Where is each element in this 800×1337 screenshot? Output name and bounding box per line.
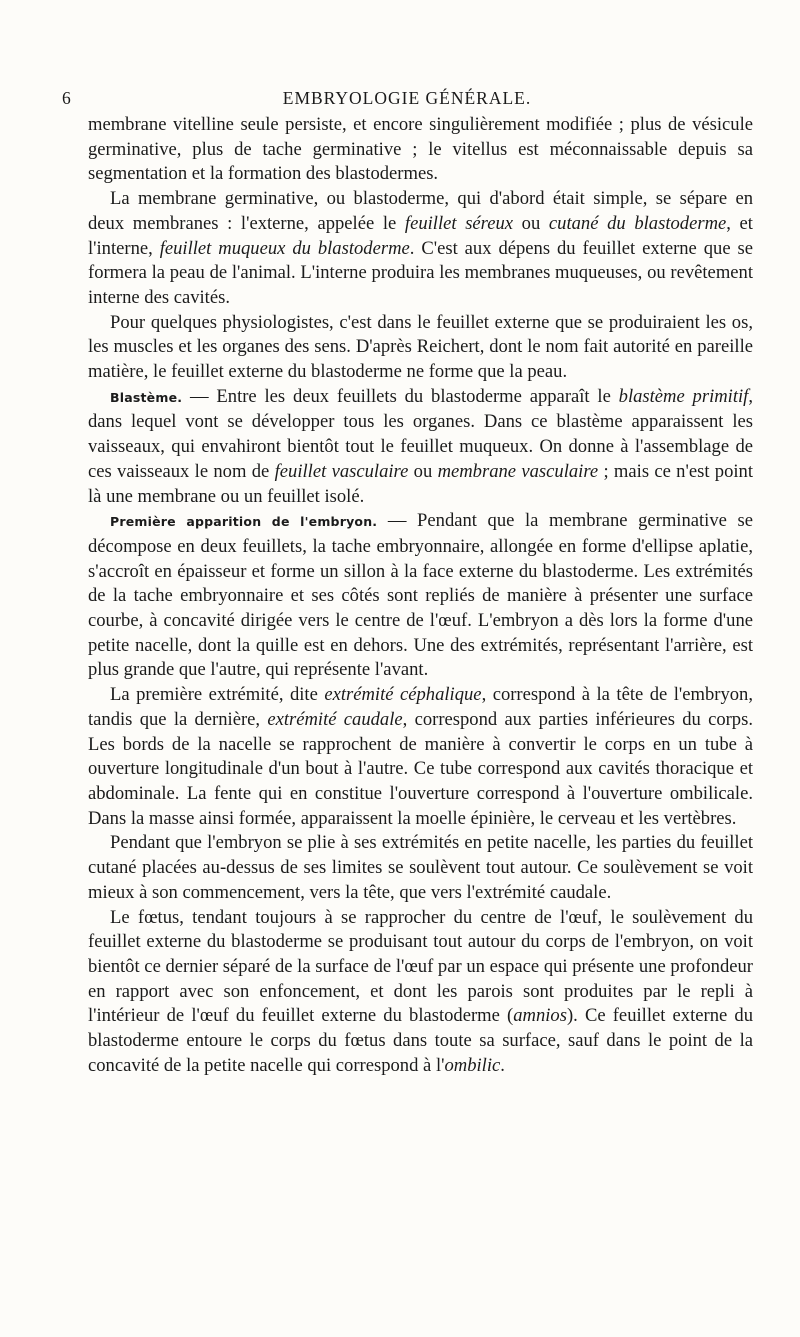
paragraph-continued: membrane vitelline seule persiste, et encore singulièrement modifiée ; plus de vésicule germinative, plus de tache germinative ; le vitellus est méconnaissable depuis sa segmentation et la formation des blastodermes. (88, 114, 753, 185)
section-heading-blasteme: Blastème. (110, 389, 183, 405)
term-cutane: cutané du blastoderme (548, 212, 727, 234)
text-run: La première extrémité, dite (110, 684, 325, 706)
section-heading-embryon: Première apparition de l'embryon. (110, 514, 378, 530)
text-run: La membrane germinative, ou blastoderme, qui d'abord était simple, se sépare en deux membranes : l'externe, appelée le (88, 188, 753, 234)
term-ombilic: ombilic (444, 1054, 501, 1076)
term-amnios: amnios (513, 1005, 567, 1027)
paragraph-soulevement: Pendant que l'embryon se plie à ses extrémités en petite nacelle, les parties du feuillet cutané placées au-dessus de ses limites se soulèvent tout autour. Ce soulèvement se voit mieux à son commencement, vers la tête, que vers l'extrémité caudale. (88, 832, 753, 903)
term-feuillet-sereux: feuillet séreux (404, 212, 514, 234)
term-extremite-cephalique: extrémité céphalique (324, 684, 482, 706)
text-run: , dans lequel vont se développer tous les organes. Dans ce blastème apparaissent les vaisseaux, qui envahiront bientôt tout le feuillet muqueux. On donne à l'assemblage de ces vaisseaux le nom de (88, 385, 753, 482)
text-run: Le fœtus, tendant toujours à se rapprocher du centre de l'œuf, le soulèvement du feuillet externe du blastoderme se produisant tout autour du corps de l'embryon, on voit bientôt ce dernier séparé de la surface de l'œuf par un espace qui présente une profondeur en rapport avec son enfoncement, et dont les parois sont produites par le repli à l'intérieur de l'œuf du feuillet externe du blastoderme ( (88, 906, 753, 1027)
running-header (62, 86, 752, 112)
text-run: ou (408, 460, 438, 482)
page-number: 6 (62, 88, 72, 108)
text-run: — Pendant que la membrane germinative se décompose en deux feuillets, la tache embryonnaire, allongée en forme d'ellipse aplatie, s'accroît en épaisseur et forme un sillon à la face externe du blastoderme. Les extrémités de la tache embryonnaire et ses côtés sont repliés de manière à présenter une surface courbe, à concavité dirigée vers le centre de l'œuf. L'embryon a dès lors la forme d'une petite nacelle, dont la quille est en dehors. Une des extrémités, représentant l'arrière, est plus grande que l'autre, qui représente l'avant. (88, 510, 753, 681)
running-title: EMBRYOLOGIE GÉNÉRALE. (282, 88, 532, 108)
paragraph-extremites (88, 683, 753, 831)
paragraph-premiere-apparition (88, 509, 753, 683)
paragraph-germinative-membrane (88, 187, 753, 311)
page-body (88, 113, 753, 1078)
text-run: , et l'interne, (88, 212, 753, 259)
text-run: . C'est aux dépens du feuillet externe que se formera la peau de l'animal. L'interne produira les membranes muqueuses, ou revêtement interne des cavités. (88, 237, 753, 308)
text-run: ). Ce feuillet externe du blastoderme entoure le corps du fœtus dans toute sa surface, sauf dans le point de la concavité de la petite nacelle qui correspond à l' (88, 1005, 753, 1076)
text-run: , correspond à la tête de l'embryon, tandis que la dernière, (88, 684, 753, 730)
paragraph-physiologists: Pour quelques physiologistes, c'est dans le feuillet externe que se produiraient les os, les muscles et les organes des sens. D'après Reichert, dont le nom fait autorité en pareille matière, le feuillet externe du blastoderme ne forme que la peau. (88, 311, 753, 383)
term-blasteme-primitif: blastème primitif (618, 385, 749, 407)
text-run: . (500, 1054, 505, 1076)
paragraph-foetus (88, 906, 753, 1079)
text-run: — Entre les deux feuillets du blastoderme apparaît le (182, 385, 619, 407)
text-run: ou (513, 212, 549, 234)
text-run: ; mais ce n'est point là une membrane ou un feuillet isolé. (88, 460, 754, 507)
term-feuillet-vasculaire: feuillet vasculaire (274, 460, 409, 482)
term-feuillet-muqueux: feuillet muqueux du blastoderme (159, 237, 410, 259)
term-extremite-caudale: extrémité caudale (267, 708, 403, 730)
text-run: , correspond aux parties inférieures du corps. Les bords de la nacelle se rapprochent de manière à convertir le corps en un tube à ouverture longitudinale d'un bout à l'autre. Ce tube correspond aux cavités thoracique et abdominale. La fente qui en constitue l'ouverture correspond à l'ouverture ombilicale. Dans la masse ainsi formée, apparaissent la moelle épinière, le cerveau et les vertèbres. (88, 708, 753, 829)
term-membrane-vasculaire: membrane vasculaire (437, 460, 599, 482)
paragraph-blasteme (88, 385, 753, 510)
